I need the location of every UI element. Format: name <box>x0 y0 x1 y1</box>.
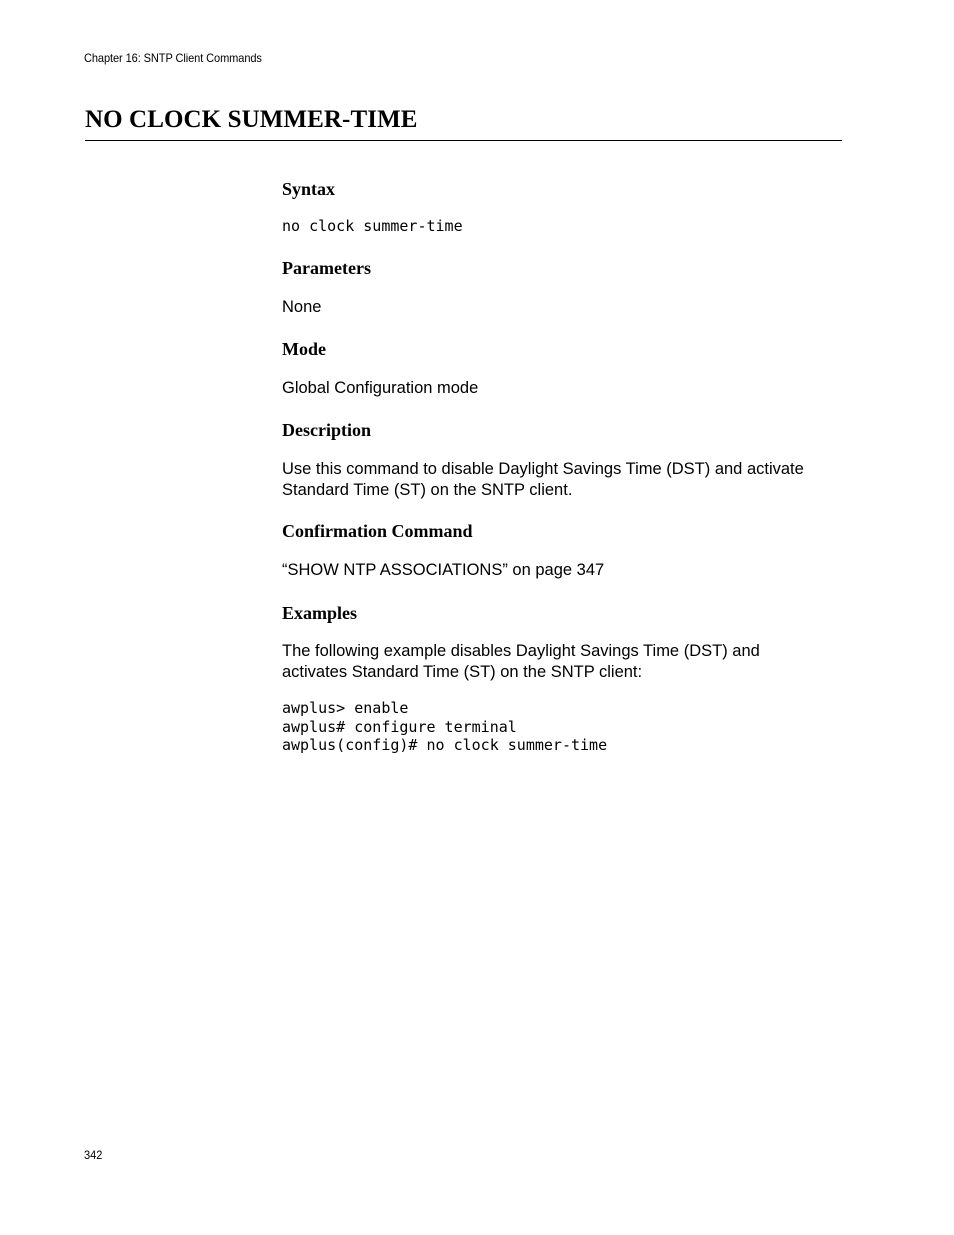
confirmation-link[interactable]: “SHOW NTP ASSOCIATIONS” on page 347 <box>282 561 605 579</box>
mode-text: Global Configuration mode <box>282 379 479 397</box>
example-code-line: awplus# configure terminal <box>282 718 517 736</box>
examples-line-2: activates Standard Time (ST) on the SNTP client: <box>282 663 643 681</box>
running-header: Chapter 16: SNTP Client Commands <box>84 51 262 65</box>
parameters-heading: Parameters <box>282 258 371 278</box>
example-code-line: awplus(config)# no clock summer-time <box>282 736 608 754</box>
title-rule <box>85 140 842 141</box>
confirmation-heading: Confirmation Command <box>282 521 473 541</box>
mode-heading: Mode <box>282 339 326 359</box>
description-heading: Description <box>282 420 371 440</box>
page-number: 342 <box>84 1148 103 1162</box>
syntax-heading: Syntax <box>282 179 336 199</box>
examples-heading: Examples <box>282 603 358 623</box>
example-code-line: awplus> enable <box>282 699 409 717</box>
syntax-code: no clock summer-time <box>282 217 463 235</box>
description-line-2: Standard Time (ST) on the SNTP client. <box>282 481 573 499</box>
page-title: NO CLOCK SUMMER-TIME <box>85 106 418 133</box>
description-line-1: Use this command to disable Daylight Savings Time (DST) and activate <box>282 460 804 478</box>
parameters-text: None <box>282 298 322 316</box>
examples-line-1: The following example disables Daylight Savings Time (DST) and <box>282 642 760 660</box>
